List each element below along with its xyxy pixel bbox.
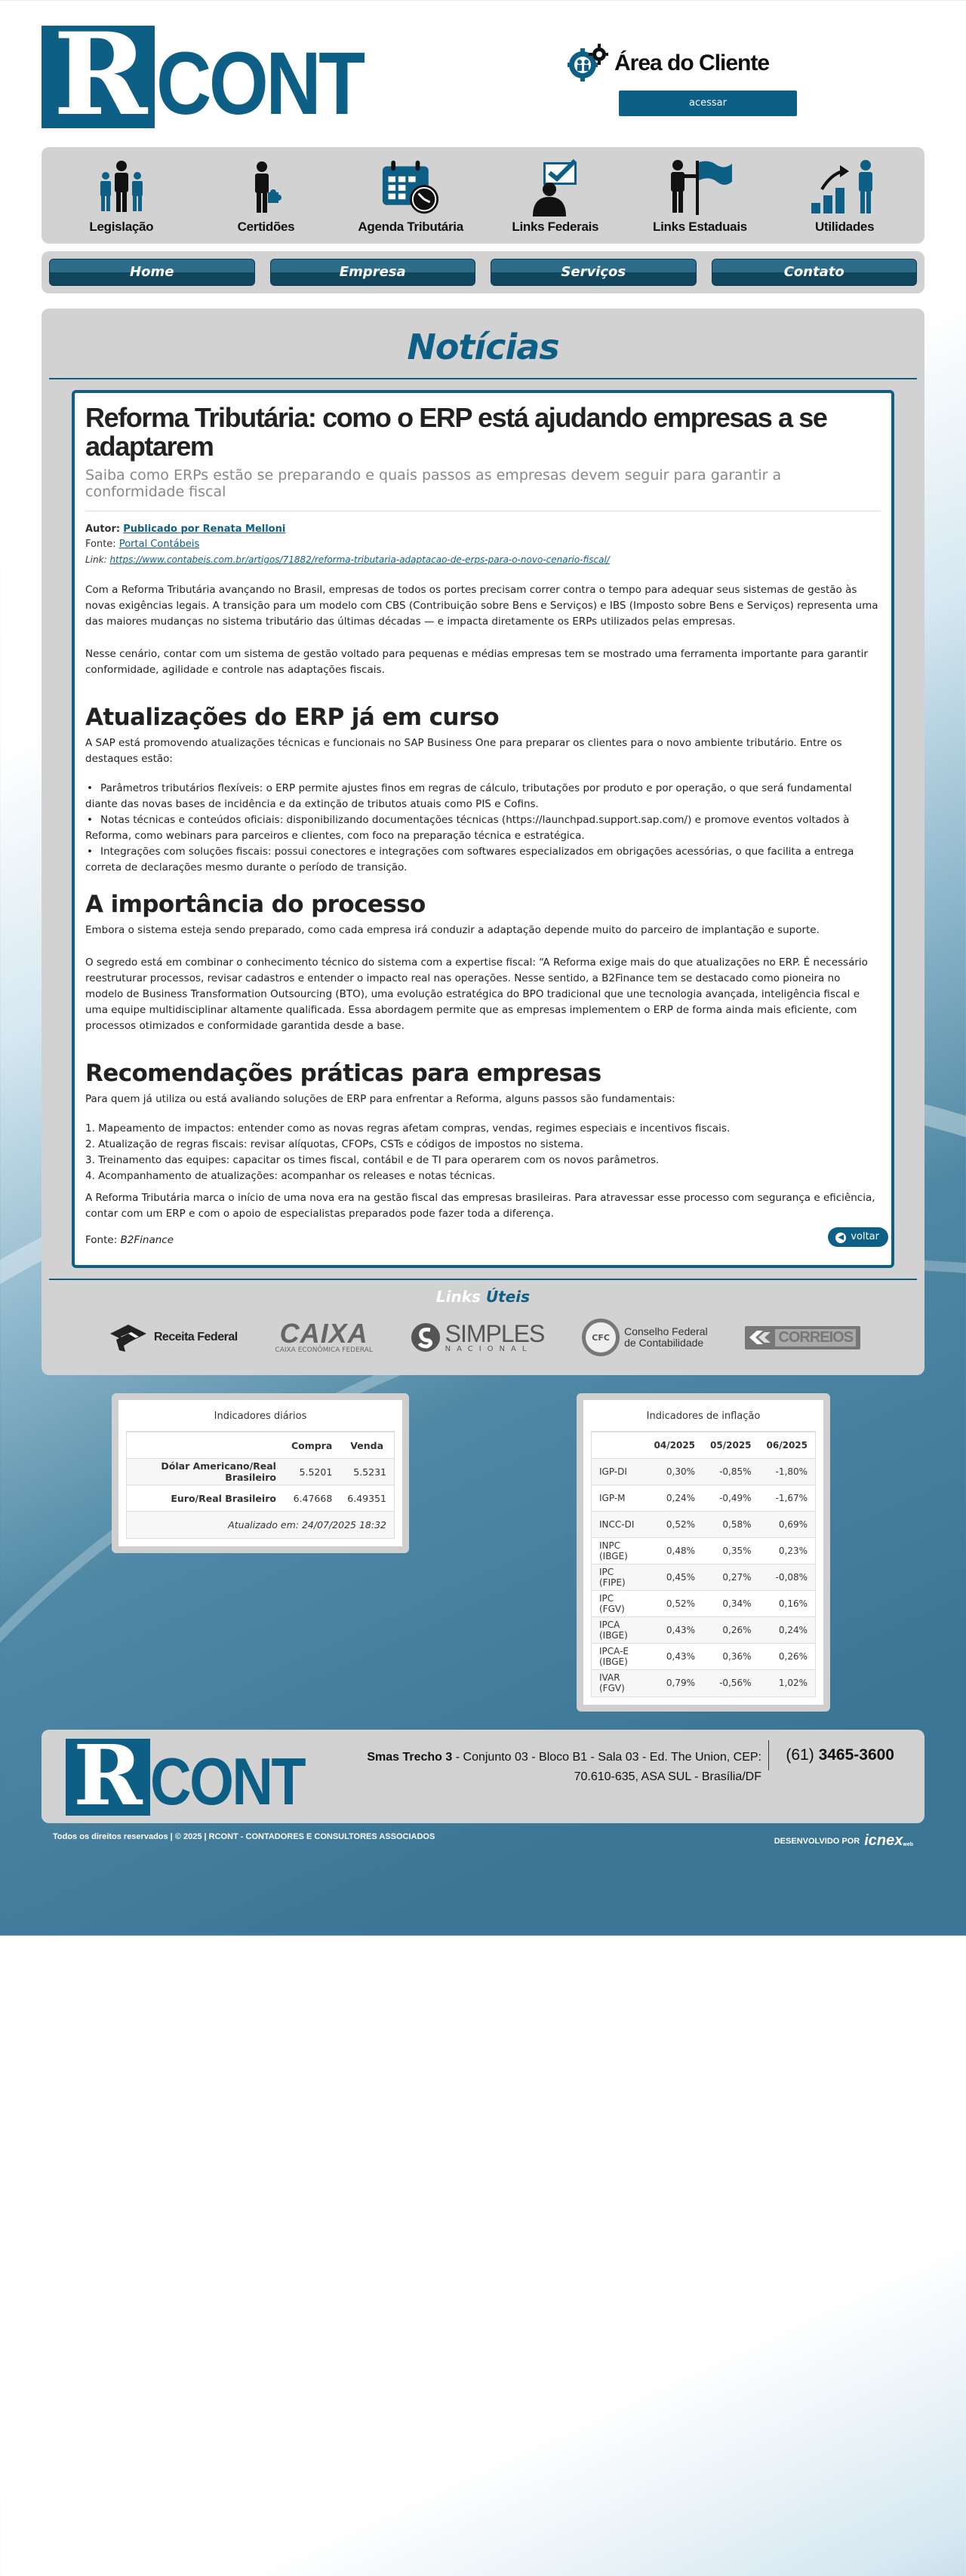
- logo-r: R: [42, 26, 155, 128]
- link-cfc[interactable]: [582, 1319, 708, 1356]
- indicator-name: INCC-DI: [592, 1512, 647, 1538]
- correios-icon: [749, 1329, 771, 1346]
- logo-subtext: CAIXA ECONÔMICA FEDERAL: [275, 1346, 373, 1354]
- row-label: Dólar Americano/Real Brasileiro: [127, 1459, 284, 1485]
- list-item: 1. Mapeamento de impactos: entender como as novas regras afetam compras, vendas, regimes especiais e incentivos fiscais.: [85, 1122, 731, 1134]
- indicator-value: 0,26%: [759, 1644, 815, 1670]
- cfc-seal-icon: [582, 1319, 620, 1356]
- useful-links-title: [49, 1288, 917, 1306]
- icon-menu-label: Links Federais: [512, 220, 599, 234]
- author-link[interactable]: Publicado por Renata Melloni: [123, 523, 286, 535]
- indicator-value: -0,56%: [703, 1670, 758, 1696]
- calendar-clock-icon: [378, 159, 443, 216]
- sell-value: 5.5231: [340, 1459, 394, 1485]
- table-row: [127, 1485, 394, 1512]
- table-row: [592, 1485, 815, 1512]
- indicator-name: IGP-DI: [592, 1459, 647, 1485]
- useful-links-title-b: Úteis: [485, 1288, 531, 1306]
- article-source: [85, 1233, 881, 1248]
- icnex-sub: web: [903, 1842, 913, 1847]
- paragraph: A Reforma Tributária marca o início de uma nova era na gestão fiscal das empresas brasileiras. Para atravessar esse processo com segurança e eficiência, contar com um ERP e com o apoio de especialistas preparados pode fazer toda a diferença.: [85, 1192, 875, 1220]
- indicator-value: 0,24%: [759, 1617, 815, 1644]
- indicator-value: -0,08%: [759, 1564, 815, 1591]
- simples-nacional-icon: [411, 1321, 441, 1354]
- section-heading: A importância do processo: [85, 891, 426, 918]
- people-icon: [95, 159, 148, 216]
- list-item: • Integrações com soluções fiscais: possui conectores e integrações com softwares especializados em obrigações acessórias, o que facilita a entrega correta de declarações mesmo durante o período de transição.: [85, 844, 881, 876]
- inflation-table: [592, 1432, 815, 1696]
- list-item: • Parâmetros tributários flexíveis: o ERP permite ajustes finos em regras de cálculo, tributações por produto e por operação, o que será fundamental diante das novas bases de incidência e da extinção de tributos atuais como PIS e Cofins.: [85, 781, 881, 812]
- indicator-name: IGP-M: [592, 1485, 647, 1512]
- icon-menu-label: Legislação: [89, 220, 154, 234]
- icon-menu: [42, 147, 924, 244]
- logo-text: Receita Federal: [153, 1331, 238, 1343]
- link-simples-nacional[interactable]: [411, 1321, 545, 1354]
- indicator-value: -0,49%: [703, 1485, 758, 1512]
- footer: [42, 1730, 924, 1823]
- steps-list: [85, 1121, 881, 1184]
- paragraph: Com a Reforma Tributária avançando no Brasil, empresas de todos os portes precisam correr contra o tempo para adequar seus sistemas de gestão às novas exigências legais. A transição para um modelo com CBS (Contribuição sobre Bens e Serviços) e IBS (Imposto sobre Bens e Serviços) representa uma das maiores mudanças no sistema tributário das últimas décadas — e impacta diretamente os ERPs utilizados pelas empresas.: [85, 584, 878, 628]
- paragraph: Nesse cenário, contar com um sistema de gestão voltado para pequenas e médias empresas tem se mostrado uma ferramenta importante para garantir conformidade, agilidade e controle nas adaptações fiscais.: [85, 648, 868, 676]
- news-section: [42, 309, 924, 1375]
- author-label: Autor:: [85, 523, 121, 535]
- icon-menu-certidoes[interactable]: [198, 159, 334, 235]
- column-header: 06/2025: [759, 1432, 815, 1459]
- indicator-value: 0,36%: [703, 1644, 758, 1670]
- address-street: Smas Trecho 3: [367, 1751, 453, 1764]
- receita-federal-icon: [106, 1323, 149, 1352]
- icon-menu-label: Agenda Tributária: [358, 220, 463, 234]
- icon-menu-label: Links Estaduais: [652, 220, 747, 234]
- footer-phone[interactable]: [768, 1740, 894, 1770]
- indicator-value: 0,69%: [759, 1512, 815, 1538]
- indicator-name: IPCA (IBGE): [592, 1617, 647, 1644]
- indicator-value: 0,52%: [647, 1591, 703, 1617]
- nav-servicos[interactable]: Serviços: [491, 259, 697, 286]
- daily-indicators-panel: [112, 1393, 409, 1553]
- buy-value: 6.47668: [284, 1485, 340, 1512]
- footer-logo[interactable]: [66, 1739, 329, 1819]
- link-correios[interactable]: [745, 1326, 860, 1349]
- logo-r: R: [66, 1739, 150, 1816]
- icon-menu-agenda[interactable]: [343, 159, 478, 235]
- indicator-value: 0,30%: [647, 1459, 703, 1485]
- link-caixa[interactable]: [275, 1318, 373, 1354]
- news-article: [72, 390, 894, 1268]
- article-subtitle: Saiba como ERPs estão se preparando e quais passos as empresas devem seguir para garantir a conformidade fiscal: [85, 467, 881, 511]
- paragraph: Embora o sistema esteja sendo preparado, como cada empresa irá conduzir a adaptação depende muito do parceiro de implantação e suporte.: [85, 924, 820, 936]
- indicator-value: 1,02%: [759, 1670, 815, 1696]
- article-title: Reforma Tributária: como o ERP está ajudando empresas a se adaptarem: [85, 402, 827, 462]
- table-header-row: [127, 1432, 394, 1459]
- indicator-value: 0,24%: [647, 1485, 703, 1512]
- icnex-logo: icnex: [864, 1832, 903, 1849]
- daily-indicators-table: [127, 1432, 394, 1538]
- panel-title: Indicadores de inflação: [646, 1411, 761, 1422]
- fonte-label: Fonte:: [85, 1234, 118, 1246]
- column-header: Venda: [340, 1432, 394, 1459]
- indicator-value: 0,34%: [703, 1591, 758, 1617]
- column-header: 05/2025: [703, 1432, 758, 1459]
- indicator-name: INPC (IBGE): [592, 1538, 647, 1564]
- table-row: [592, 1670, 815, 1696]
- copyright-text: Todos os direitos reservados | © 2025 | RCONT - CONTADORES E CONSULTORES ASSOCIADOS: [53, 1832, 435, 1841]
- nav-contato[interactable]: Contato: [712, 259, 918, 286]
- table-row: [592, 1512, 815, 1538]
- indicator-value: 0,27%: [703, 1564, 758, 1591]
- indicator-value: 0,45%: [647, 1564, 703, 1591]
- icon-menu-links-estaduais[interactable]: [632, 159, 768, 235]
- bottom-bar: [53, 1832, 913, 1850]
- back-button[interactable]: [828, 1227, 888, 1247]
- logo-cont: CONT: [150, 1744, 305, 1819]
- useful-links-logos: [49, 1315, 917, 1360]
- client-access-button[interactable]: acessar: [619, 91, 797, 116]
- table-row: [592, 1591, 815, 1617]
- indicator-name: IPC (FIPE): [592, 1564, 647, 1591]
- person-check-icon: [528, 159, 583, 216]
- header: [0, 0, 966, 143]
- table-row: [127, 1459, 394, 1485]
- panel-title: Indicadores diários: [214, 1411, 307, 1422]
- table-row: [592, 1644, 815, 1670]
- source-label: Fonte:: [85, 539, 116, 550]
- logo-text: SIMPLES: [445, 1319, 545, 1347]
- logo-subtext: de Contabilidade: [624, 1337, 704, 1349]
- list-item: 3. Treinamento das equipes: capacitar os times fiscal, contábil e de TI para operarem com os novos parâmetros.: [85, 1154, 660, 1166]
- fonte-value: B2Finance: [120, 1234, 174, 1246]
- indicator-value: 0,35%: [703, 1538, 758, 1564]
- inflation-indicators-panel: [577, 1393, 830, 1712]
- source-link[interactable]: Portal Contábeis: [118, 539, 200, 550]
- main-nav: [42, 251, 924, 293]
- address-rest: - Conjunto 03 - Bloco B1 - Sala 03 - Ed. The Union, CEP: 70.610-635, ASA SUL - Brasília/DF: [452, 1751, 761, 1783]
- section-heading: Recomendações práticas para empresas: [85, 1060, 601, 1087]
- list-item: • Notas técnicas e conteúdos oficiais: disponibilizando documentações técnicas (https://launchpad.support.sap.com/) e promove eventos voltados à Reforma, como webinars para parceiros e clientes, com foco na preparação técnica e estratégica.: [85, 812, 881, 844]
- icon-menu-label: Utilidades: [814, 220, 875, 234]
- indicator-value: -0,85%: [703, 1459, 758, 1485]
- row-label: Euro/Real Brasileiro: [127, 1485, 284, 1512]
- buy-value: 5.5201: [284, 1459, 340, 1485]
- section-heading: Atualizações do ERP já em curso: [85, 704, 500, 731]
- logo-text: CORREIOS: [775, 1329, 856, 1346]
- divider: [49, 378, 917, 379]
- column-header: [592, 1432, 647, 1459]
- phone-number: 3465-3600: [818, 1746, 894, 1764]
- updated-timestamp: Atualizado em: 24/07/2025 18:32: [127, 1512, 394, 1538]
- table-row: [592, 1617, 815, 1644]
- person-flag-icon: [666, 159, 734, 216]
- logo-subtext: NACIONAL: [445, 1344, 533, 1353]
- table-header-row: [592, 1432, 815, 1459]
- client-gear-icon: [568, 44, 608, 83]
- indicator-value: 0,79%: [647, 1670, 703, 1696]
- indicator-name: IPCA-E (IBGE): [592, 1644, 647, 1670]
- icon-menu-legislacao[interactable]: [54, 159, 189, 235]
- link-label: Link:: [85, 554, 107, 565]
- article-meta: [85, 522, 881, 567]
- icon-menu-utilidades[interactable]: [777, 159, 912, 235]
- sell-value: 6.49351: [340, 1485, 394, 1512]
- indicator-value: 0,52%: [647, 1512, 703, 1538]
- list-item: 2. Atualização de regras fiscais: revisar alíquotas, CFOPs, CSTs e códigos de impostos no sistema.: [85, 1138, 583, 1150]
- icon-menu-links-federais[interactable]: [488, 159, 623, 235]
- table-row: [592, 1459, 815, 1485]
- logo-text: CAIXA: [279, 1318, 368, 1349]
- arrow-left-icon: ◀: [835, 1233, 846, 1243]
- paragraph: O segredo está em combinar o conhecimento técnico do sistema com a expertise fiscal: “A Reforma exige mais do que atualizações no ERP. É necessário reestruturar processos, revisar cadastros e entender o impacto real nas operações. Nesse sentido, a B2Finance tem se destacado como pioneira no modelo de Business Transformation Outsourcing (BTO), uma evolução estratégica do BPO tradicional que une tecnologia avançada, inteligência fiscal e uma equipe multidisciplinar altamente qualificada. Essa abordagem permite que as empresas implementem o ERP de forma ainda mais eficiente, com processos otimizados e conformidade garantida desde a base.: [85, 956, 868, 1032]
- back-label: voltar: [851, 1231, 879, 1242]
- phone-prefix: (61): [786, 1746, 814, 1764]
- indicator-value: 0,16%: [759, 1591, 815, 1617]
- indicator-value: 0,43%: [647, 1617, 703, 1644]
- indicator-value: 0,26%: [703, 1617, 758, 1644]
- link-receita-federal[interactable]: [106, 1323, 238, 1352]
- growth-chart-icon: [808, 159, 881, 216]
- developer-label: DESENVOLVIDO POR: [774, 1836, 860, 1846]
- logo-cont: CONT: [156, 34, 363, 134]
- paragraph: A SAP está promovendo atualizações técnicas e funcionais no SAP Business One para preparar os clientes para o novo ambiente tributário. Entre os destaques estão:: [85, 737, 842, 765]
- nav-empresa[interactable]: Empresa: [270, 259, 476, 286]
- indicator-value: 0,48%: [647, 1538, 703, 1564]
- indicators-area: [0, 1375, 966, 1730]
- indicator-name: IPC (FGV): [592, 1591, 647, 1617]
- table-row: [592, 1564, 815, 1591]
- rcont-logo[interactable]: [42, 26, 396, 134]
- developer-credit[interactable]: [774, 1832, 913, 1850]
- divider: [49, 1279, 917, 1280]
- article-url-link[interactable]: https://www.contabeis.com.br/artigos/71882/reforma-tributaria-adaptacao-de-erps-para-o-novo-cenario-fiscal/: [109, 554, 610, 565]
- column-header: [127, 1432, 284, 1459]
- person-puzzle-icon: [247, 159, 285, 216]
- column-header: Compra: [284, 1432, 340, 1459]
- bullet-list: [85, 781, 881, 876]
- indicator-value: -1,67%: [759, 1485, 815, 1512]
- indicator-value: 0,58%: [703, 1512, 758, 1538]
- icon-menu-label: Certidões: [237, 220, 295, 234]
- table-row: [127, 1512, 394, 1538]
- client-area-title: Área do Cliente: [614, 51, 770, 75]
- cfc-badge-text: CFC: [592, 1332, 610, 1343]
- indicator-value: 0,23%: [759, 1538, 815, 1564]
- table-row: [592, 1538, 815, 1564]
- indicator-name: IVAR (FGV): [592, 1670, 647, 1696]
- indicator-value: -1,80%: [759, 1459, 815, 1485]
- section-title: Notícias: [407, 327, 559, 367]
- client-area: [568, 44, 801, 116]
- indicator-value: 0,43%: [647, 1644, 703, 1670]
- logo-text: Conselho Federal: [624, 1325, 708, 1337]
- paragraph: Para quem já utiliza ou está avaliando soluções de ERP para enfrentar a Reforma, alguns passos são fundamentais:: [85, 1093, 675, 1105]
- nav-home[interactable]: Home: [49, 259, 255, 286]
- column-header: 04/2025: [647, 1432, 703, 1459]
- list-item: 4. Acompanhamento de atualizações: acompanhar os releases e notas técnicas.: [85, 1170, 496, 1182]
- footer-address: [339, 1748, 761, 1787]
- useful-links-title-a: Links: [435, 1288, 481, 1306]
